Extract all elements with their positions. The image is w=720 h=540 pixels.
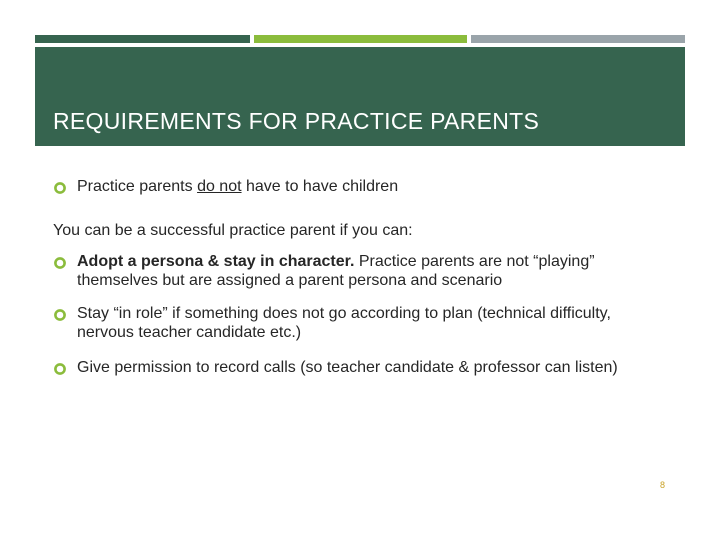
underlined-emphasis: do not [197,178,242,195]
accent-stripe-lime [254,35,467,43]
accent-stripe-dark-green [35,35,250,43]
ring-bullet-icon [53,181,67,195]
slide-title: REQUIREMENTS FOR PRACTICE PARENTS [53,108,540,134]
intro-text: You can be a successful practice parent if you can: [53,222,413,239]
bullet-text: Give permission to record calls (so teacher candidate & professor can listen) [77,359,618,376]
bullet-item-permission [53,358,667,377]
ring-bullet-icon [53,256,67,270]
bullet-text: Stay “in role” if something does not go according to plan (technical difficulty, nervous teacher candidate etc.) [77,305,611,341]
bullet-text: Practice parents do not have to have children [77,178,399,195]
bullet-item-in-role [53,304,667,342]
ring-bullet-icon [53,308,67,322]
page-number: 8 [660,480,666,490]
accent-stripe-gray [471,35,685,43]
bullet-item-children [53,177,667,196]
bullet-text: Adopt a persona & stay in character. Practice parents are not “playing” themselves but are assigned a parent persona and scenario [77,253,595,289]
bullet-item-persona [53,252,667,290]
ring-bullet-icon [53,362,67,376]
title-band [35,47,685,146]
bold-lead: Adopt a persona & stay in character. [77,253,355,270]
